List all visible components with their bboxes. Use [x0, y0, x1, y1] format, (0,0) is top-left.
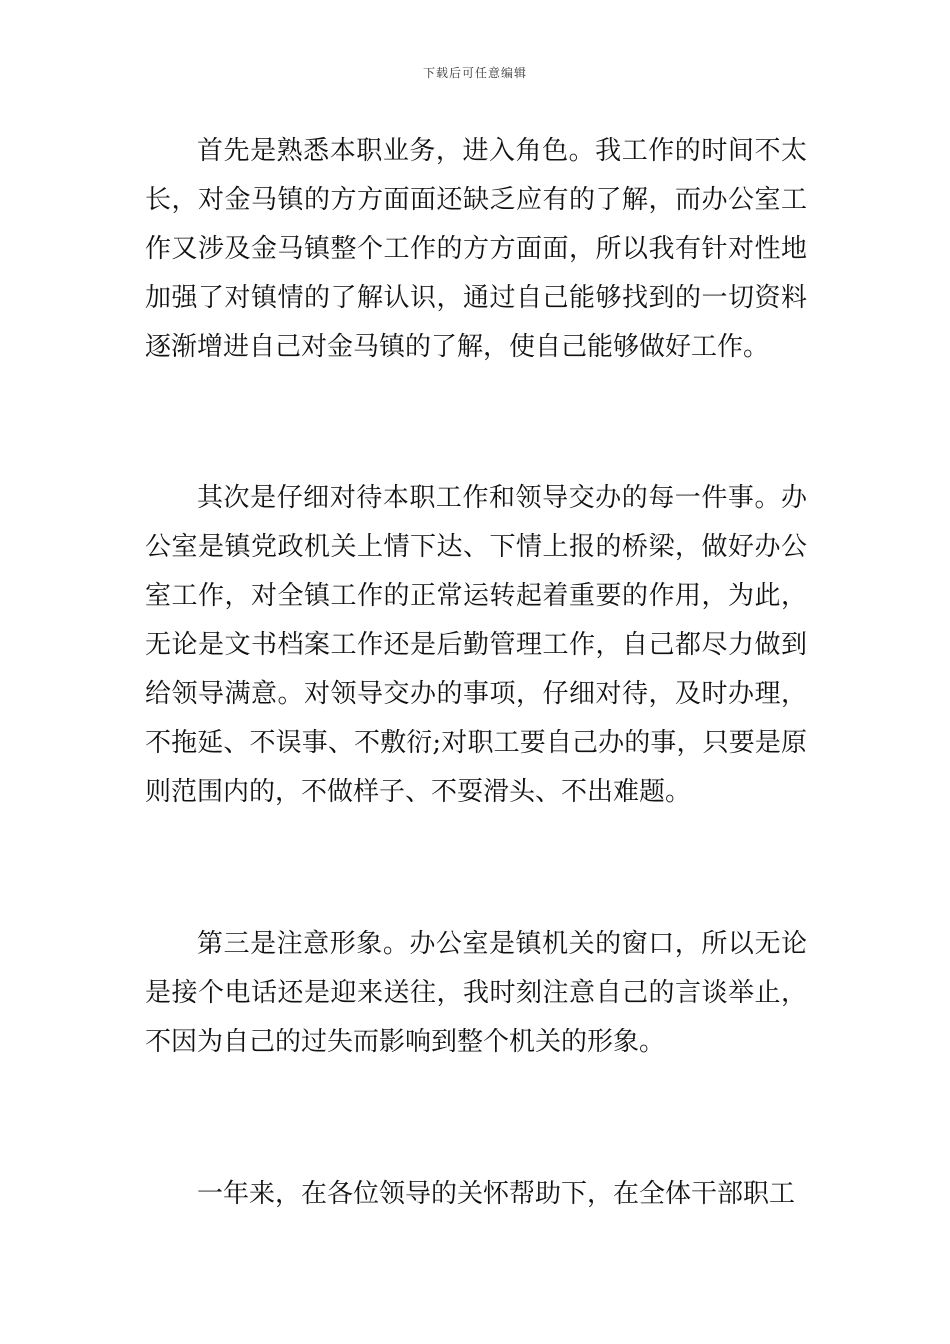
page-header: 下载后可任意编辑	[422, 66, 527, 80]
paragraph-3	[145, 920, 807, 1067]
paragraph-1	[145, 127, 807, 372]
paragraph-2	[145, 474, 807, 817]
paragraph-4	[145, 1170, 807, 1219]
paragraph-1-text: 首先是熟悉本职业务，进入角色。我工作的时间不太长，对金马镇的方方面面还缺乏应有的了解，而办公室工作又涉及金马镇整个工作的方方面面，所以我有针对性地加强了对镇情的了解认识，通过自己能够找到的一切资料逐渐增进自己对金马镇的了解，使自己能够做好工作。	[145, 136, 807, 362]
paragraph-3-text: 第三是注意形象。办公室是镇机关的窗口，所以无论是接个电话还是迎来送往，我时刻注意自己的言谈举止，不因为自己的过失而影响到整个机关的形象。	[145, 929, 807, 1057]
paragraph-4-text: 一年来，在各位领导的关怀帮助下，在全体干部职工	[197, 1179, 796, 1209]
paragraph-2-text: 其次是仔细对待本职工作和领导交办的每一件事。办公室是镇党政机关上情下达、下情上报的桥梁，做好办公室工作，对全镇工作的正常运转起着重要的作用，为此，无论是文书档案工作还是后勤管理工作，自己都尽力做到给领导满意。对领导交办的事项，仔细对待，及时办理，不拖延、不误事、不敷衍;对职工要自己办的事，只要是原则范围内的，不做样子、不耍滑头、不出难题。	[145, 483, 807, 807]
